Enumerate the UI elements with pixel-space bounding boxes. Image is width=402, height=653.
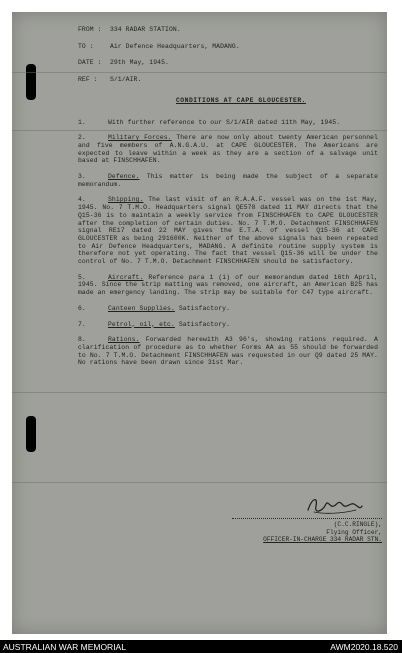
footer-bar	[0, 640, 402, 653]
date-value: 29th May, 1945.	[109, 59, 169, 67]
handwritten-signature	[304, 492, 364, 518]
paragraph-heading: Petrol, oil, etc.	[108, 320, 175, 328]
header-ref	[78, 76, 378, 84]
signature-block	[232, 508, 382, 544]
header-to	[78, 43, 378, 51]
paragraph-8	[78, 336, 378, 367]
paragraph-number: 1.	[78, 118, 86, 126]
paragraph-text: This matter is being made the subject of a separate memorandum.	[78, 173, 378, 188]
from-label: FROM :	[78, 26, 102, 33]
ref-label: REF :	[78, 76, 98, 84]
signatory-position: OFFICER-IN-CHARGE 334 RADAR STN.	[263, 536, 382, 544]
to-value: Air Defence Headquarters, MADANG.	[109, 42, 240, 50]
paragraph-number: 4.	[78, 196, 86, 204]
memo-body	[78, 26, 378, 375]
paragraph-number: 3.	[78, 173, 86, 181]
paragraph-heading: Rations.	[108, 336, 140, 344]
paragraph-7	[78, 321, 378, 329]
paragraph-number: 5.	[78, 273, 86, 281]
paragraph-4	[78, 196, 378, 265]
paragraph-heading: Canteen Supplies.	[108, 304, 175, 312]
ref-value: S/1/AIR.	[109, 76, 142, 84]
header-date	[78, 59, 378, 67]
signatory-rank: Flying Officer,	[326, 528, 382, 536]
signatory-name: (C.C.RINGLE),	[333, 521, 382, 528]
date-label: DATE :	[78, 59, 102, 67]
paragraph-5	[78, 274, 378, 297]
paragraph-heading: Shipping.	[108, 196, 144, 204]
paragraph-number: 6.	[78, 304, 86, 312]
from-value: 334 RADAR STATION.	[109, 26, 181, 33]
footer-institution: AUSTRALIAN WAR MEMORIAL	[3, 642, 126, 652]
ruled-line	[12, 482, 387, 483]
paragraph-3	[78, 173, 378, 188]
paragraph-number: 8.	[78, 336, 86, 344]
paragraph-heading: Aircraft.	[108, 273, 144, 281]
document-title: CONDITIONS AT CAPE GLOUCESTER.	[175, 96, 307, 104]
footer-accession-number: AWM2020.18.520	[330, 642, 398, 652]
paragraph-1	[78, 119, 378, 127]
paragraph-text: The last visit of an R.A.A.F. vessel was on the 1st May, 1945. No. 7 T.M.O. Headquarters signal QE578 dated 11 MAY directs that the Q15-36 is to maintain a weekly service from FINSCHHAFEN to CAPE GLOUCESTER after the completion of certain duties. No. 7 T.M.O. Detachment FINSCHHAFEN signal RE17 dated 22 MAY gives the E.T.A. of vessel Q15-36 at CAPE GLOUCESTER as being 291600K. Neither of the above signals has been repeated to Air Defence Headquarters, MADANG. A definite routine supply system is therefore not yet operating. The fact that vessel Q15-36 will be under the control of No. 7 T.M.O. Detachment FINSCHHAFEN should be satisfactory.	[78, 196, 378, 266]
paragraph-text: Satisfactory.	[178, 320, 230, 328]
paragraph-number: 7.	[78, 320, 86, 328]
paragraph-text: Forwarded herewith A3 96's, showing rations required. A clarification of procedure as to whether Forms AA as 55 should be forwarded to No. 7 T.M.O. Detachment FINSCHHAFEN was requested in our Q9 dated 25 MAY. No rations have been drawn since 31st Mar.	[78, 336, 378, 367]
paragraph-6	[78, 305, 378, 313]
paragraph-text: Reference para 1 (i) of our memorandum dated 16th April, 1945. Since the strip matting was removed, one aircraft, an American B25 has made an emergency landing. The strip may be suitable for C47 type aircraft.	[78, 273, 378, 297]
paragraph-2	[78, 134, 378, 165]
paragraph-number: 2.	[78, 134, 86, 142]
header-from	[78, 26, 378, 34]
to-label: TO :	[78, 42, 94, 50]
paragraph-text: There are now only about twenty American personnel and five members of A.N.G.A.U. at CAPE GLOUCESTER. The Americans are expected to leave within a week as they are a section of a salvage unit based at FINSCHHAFEN.	[78, 134, 378, 165]
document-sheet	[12, 12, 387, 634]
ruled-line	[12, 392, 387, 393]
paragraph-heading: Military Forces.	[108, 134, 172, 142]
paragraph-heading: Defence.	[108, 173, 140, 181]
paragraph-text: Satisfactory.	[178, 304, 230, 312]
punch-hole-top	[26, 64, 36, 100]
punch-hole-bottom	[26, 416, 36, 452]
paragraph-text: With further reference to our S/1/AIR dated 11th May, 1945.	[108, 118, 341, 126]
